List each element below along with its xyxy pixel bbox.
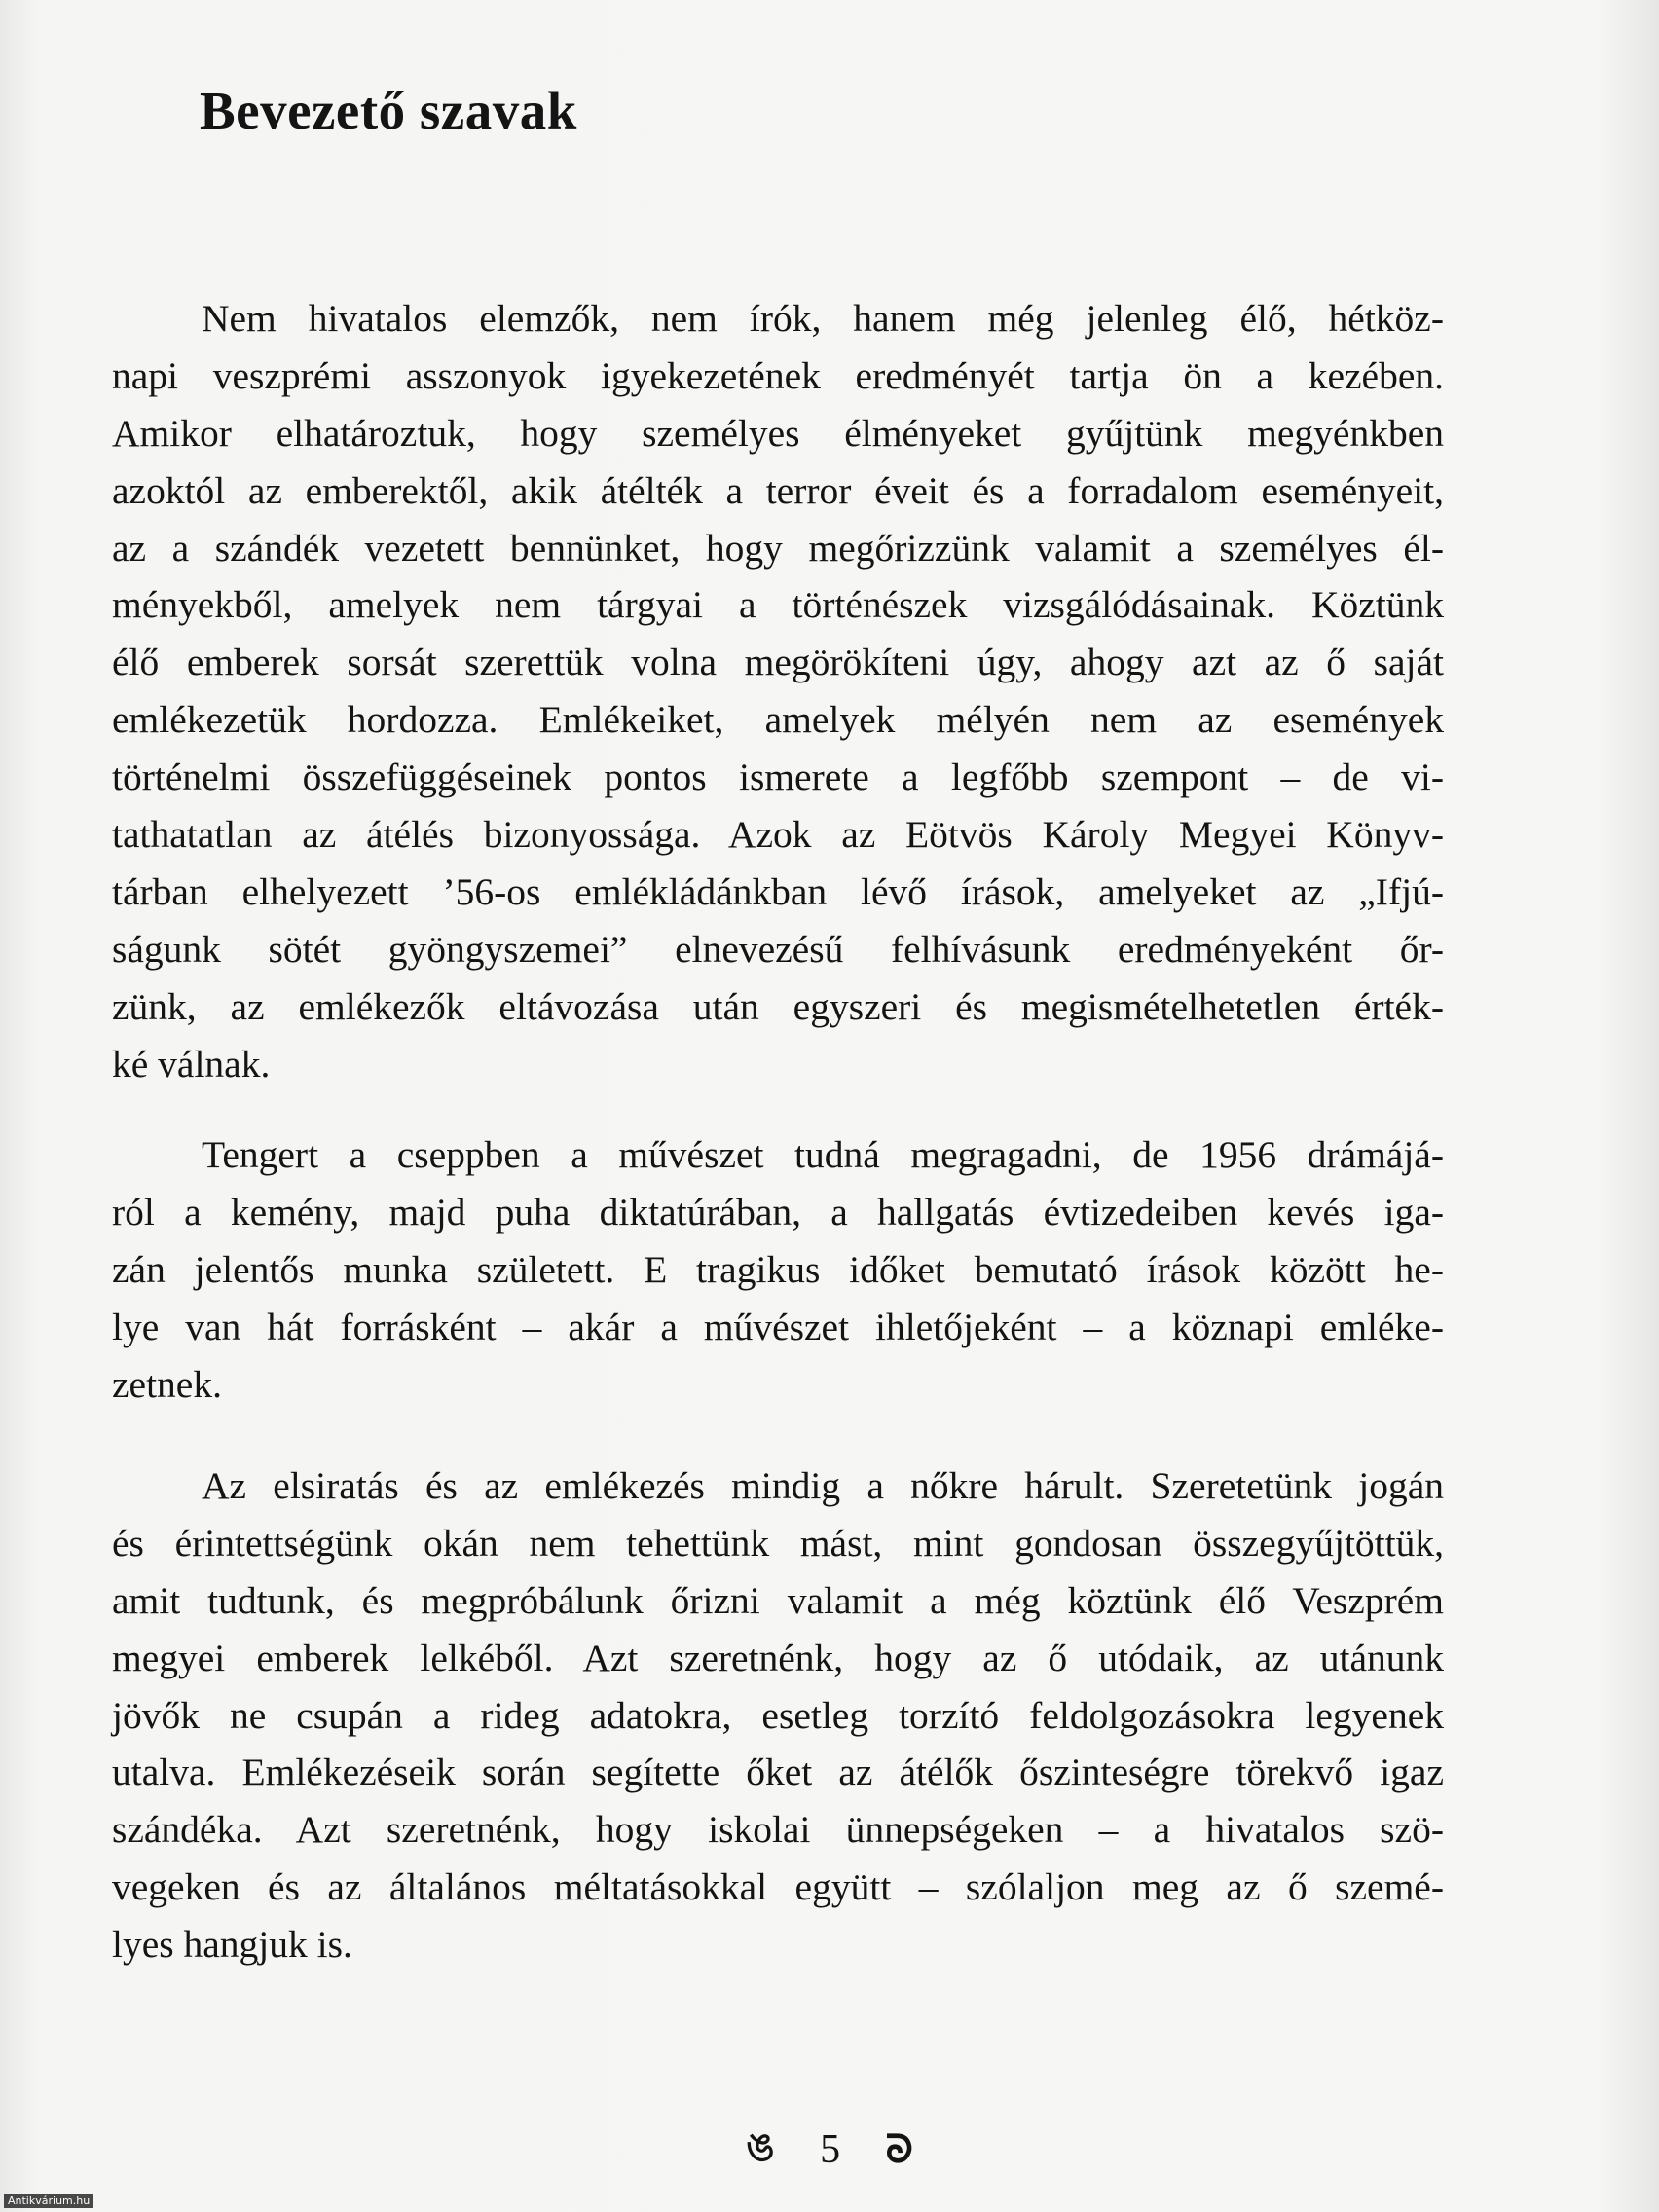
text-line: szándéka. Azt szeretnénk, hogy iskolai ünnepségeken – a hivatalos szö- [112,1808,1444,1852]
text-line: tárban elhelyezett ’56-os emlékládánkban lévő írások, amelyeket az „Ifjú- [112,869,1444,913]
chapter-heading: Bevezető szavak [200,81,577,140]
text-line: zetnek. [112,1362,222,1406]
text-line: vegeken és az általános méltatásokkal együtt – szólaljon meg az ő szemé- [112,1865,1444,1909]
text-line: emlékezetük hordozza. Emlékeiket, amelyek mélyén nem az események [112,698,1444,742]
text-line: ságunk sötét gyöngyszemei” elnevezésű felhívásunk eredményeként őr- [112,927,1444,971]
page-footer [0,2117,1659,2182]
paragraph-2 [112,1126,1444,1413]
text-line: élő emberek sorsát szerettük volna megörökíteni úgy, ahogy azt az ő saját [112,641,1444,684]
text-line: megyei emberek lelkéből. Azt szeretnénk, hogy az ő utódaik, az utánunk [112,1636,1444,1679]
page-number: 5 [820,2126,841,2172]
text-line: ményekből, amelyek nem tárgyai a történészek vizsgálódásainak. Köztünk [112,583,1444,627]
text-line: ról a kemény, majd puha diktatúrában, a hallgatás évtizedeiben kevés iga- [112,1190,1444,1234]
text-line: utalva. Emlékezéseik során segítette őket az átélők őszinteségre törekvő igaz [112,1751,1444,1794]
paragraph-3 [112,1457,1444,1973]
text-line: lye van hát forrásként – akár a művészet ihletőjeként – a köznapi emléke- [112,1305,1444,1348]
text-line: Tengert a cseppben a művészet tudná megragadni, de 1956 drámájá- [202,1133,1444,1176]
text-line: amit tudtunk, és megpróbálunk őrizni valamit a még köztünk élő Veszprém [112,1578,1444,1622]
text-line: és érintettségünk okán nem tehettünk mást, mint gondosan összegyűjtöttük, [112,1521,1444,1565]
left-ornament-icon: ঙ [746,2125,775,2169]
text-line: ké válnak. [112,1042,271,1086]
text-line: napi veszprémi asszonyok igyekezetének eredményét tartja ön a kezében. [112,353,1444,397]
text-line: történelmi összefüggéseinek pontos ismerete a legfőbb szempont – de vi- [112,756,1444,799]
text-line: tathatatlan az átélés bizonyossága. Azok az Eötvös Károly Megyei Könyv- [112,813,1444,857]
site-watermark: Antikvárium.hu [4,2194,93,2208]
text-line: zán jelentős munka született. E tragikus időket bemutató írások között he- [112,1247,1444,1291]
text-line: Nem hivatalos elemzők, nem írók, hanem még jelenleg élő, hétköz- [202,297,1444,340]
text-line: Az elsiratás és az emlékezés mindig a nőkre hárult. Szeretetünk jogán [202,1464,1444,1507]
paragraph-1 [112,290,1444,1092]
text-line: az a szándék vezetett bennünket, hogy megőrizzünk valamit a személyes él- [112,526,1444,570]
text-line: jövők ne csupán a rideg adatokra, esetleg torzító feldolgozásokra legyenek [112,1693,1444,1737]
text-line: lyes hangjuk is. [112,1923,352,1967]
text-line: Amikor elhatároztuk, hogy személyes élményeket gyűjtünk megyénkben [112,411,1444,455]
text-line: azoktól az emberektől, akik átélték a terror éveit és a forradalom eseményeit, [112,468,1444,512]
right-ornament-icon: ᘐ [885,2127,913,2171]
text-line: zünk, az emlékezők eltávozása után egyszeri és megismételhetetlen érték- [112,984,1444,1028]
